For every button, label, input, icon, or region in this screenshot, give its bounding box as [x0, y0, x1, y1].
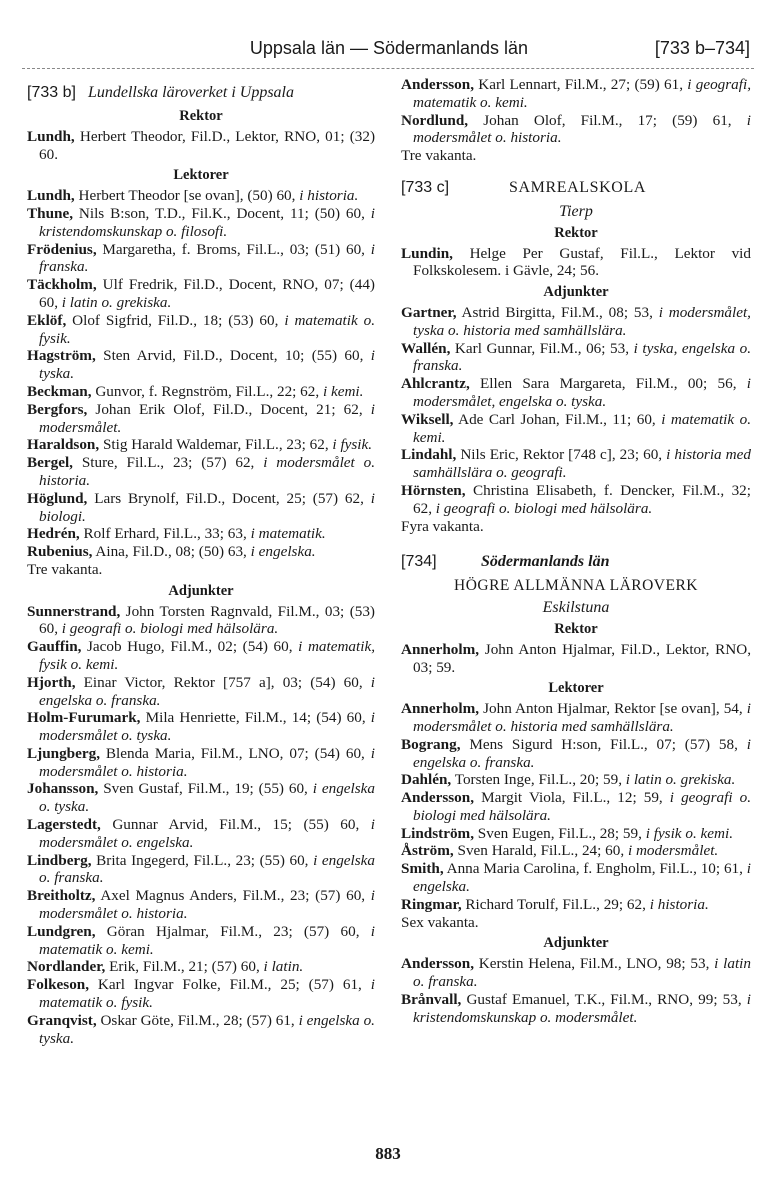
- staff-entry: [401, 825, 751, 843]
- staff-details: Margaretha, f. Broms, Fil.L., 03; (51) 60,: [96, 240, 371, 258]
- staff-details: Richard Torulf, Fil.L., 29; 62,: [461, 895, 650, 913]
- staff-surname: Täckholm,: [27, 276, 97, 294]
- staff-details: Sten Arvid, Fil.D., Docent, 10; (55) 60,: [95, 347, 371, 365]
- staff-surname: Bergfors,: [27, 400, 88, 418]
- staff-entry: [27, 745, 375, 781]
- list-adjunkter: [401, 304, 751, 518]
- staff-details: Oskar Göte, Fil.M., 28; (57) 61,: [96, 1011, 299, 1029]
- staff-entry: [27, 312, 375, 348]
- staff-details: Lars Brynolf, Fil.D., Docent, 25; (57) 62,: [87, 489, 371, 507]
- heading-rektor: Rektor: [554, 224, 598, 241]
- staff-subjects: i latin o. grekiska.: [61, 293, 172, 311]
- section-range: [733 b–734]: [654, 38, 750, 58]
- staff-subjects: i modersmålet o. tyska.: [39, 709, 375, 745]
- staff-entry: [27, 383, 375, 401]
- staff-subjects: i matematik o. fysik.: [39, 311, 376, 347]
- staff-entry: [401, 340, 751, 376]
- staff-entry: [401, 446, 751, 482]
- staff-entry: [27, 347, 375, 383]
- staff-subjects: i latin o. grekiska.: [625, 771, 736, 789]
- staff-surname: Lundgren,: [27, 922, 96, 940]
- staff-subjects: i tyska, engelska o. franska.: [413, 339, 751, 375]
- staff-entry: [27, 241, 375, 277]
- staff-details: Karl Gunnar, Fil.M., 06; 53,: [450, 339, 634, 357]
- staff-details: Sven Eugen, Fil.L., 28; 59,: [474, 824, 646, 842]
- staff-entry: [401, 482, 751, 518]
- right-column: [401, 76, 751, 1026]
- staff-subjects: i modersmålet o. historia.: [39, 454, 375, 489]
- staff-details: Aina, Fil.D., 08; (50) 63,: [92, 543, 251, 561]
- staff-subjects: i historia med samhällslära o. geografi.: [413, 446, 751, 482]
- staff-entry: [27, 603, 375, 639]
- staff-surname: Lundh,: [27, 127, 75, 145]
- staff-details: Erik, Fil.M., 21; (57) 60,: [105, 958, 264, 976]
- staff-surname: Andersson,: [401, 789, 475, 807]
- staff-subjects: i engelska.: [413, 860, 751, 896]
- staff-surname: Annerholm,: [401, 700, 480, 718]
- staff-details: Torsten Inge, Fil.L., 20; 59,: [451, 771, 626, 789]
- staff-entry: [401, 789, 751, 825]
- staff-surname: Eklöf,: [27, 311, 67, 329]
- staff-surname: Bograng,: [401, 735, 461, 753]
- staff-subjects: i kemi.: [322, 382, 364, 400]
- list-rektor: [27, 128, 375, 164]
- staff-entry: [401, 991, 751, 1027]
- staff-subjects: i fysik.: [332, 436, 373, 454]
- staff-subjects: i modersmålet o. historia.: [39, 887, 375, 923]
- section-code: [734]: [401, 553, 437, 571]
- staff-details: Gustaf Emanuel, T.K., Fil.M., RNO, 99; 53,: [461, 990, 747, 1008]
- staff-subjects: i geografi o. biologi med hälsolära.: [413, 789, 752, 824]
- heading-rektor: Rektor: [179, 108, 223, 124]
- staff-entry: [401, 375, 751, 411]
- section-title: Lundellska läroverket i Uppsala: [87, 84, 294, 101]
- staff-surname: Lundh,: [27, 187, 75, 205]
- staff-subjects: i kristendomskunskap o. filosofi.: [39, 204, 375, 240]
- staff-details: Ulf Fredrik, Fil.D., Docent, RNO, 07; (44) 60,: [39, 276, 375, 311]
- list-continued: [401, 76, 751, 147]
- staff-entry: [401, 860, 751, 896]
- staff-subjects: i engelska.: [250, 543, 316, 561]
- heading-adjunkter: Adjunkter: [543, 935, 609, 952]
- staff-details: Blenda Maria, Fil.M., LNO, 07; (54) 60,: [100, 744, 371, 762]
- staff-surname: Folkeson,: [27, 976, 90, 994]
- staff-surname: Rubenius,: [27, 543, 93, 561]
- staff-subjects: i matematik o. kemi.: [413, 410, 751, 446]
- staff-subjects: i modersmålet.: [39, 400, 375, 436]
- staff-surname: Haraldson,: [27, 436, 100, 454]
- staff-subjects: i engelska o. franska.: [39, 673, 375, 709]
- staff-surname: Sunnerstrand,: [27, 602, 121, 620]
- staff-entry: [27, 543, 375, 561]
- staff-surname: Nordlund,: [401, 111, 469, 129]
- staff-surname: Dahlén,: [401, 771, 452, 789]
- staff-entry: [401, 842, 751, 860]
- staff-details: Gunnar Arvid, Fil.M., 15; (55) 60,: [100, 816, 371, 834]
- staff-surname: Beckman,: [27, 382, 92, 400]
- staff-subjects: i engelska o. franska.: [413, 735, 751, 771]
- staff-surname: Johansson,: [27, 780, 99, 798]
- staff-details: Sven Harald, Fil.L., 24; 60,: [453, 842, 628, 860]
- vakanta-note: Sex vakanta.: [401, 913, 479, 931]
- staff-details: Rolf Erhard, Fil.L., 33; 63,: [79, 525, 251, 543]
- staff-entry: [401, 411, 751, 447]
- staff-subjects: i matematik o. kemi.: [39, 922, 375, 958]
- list-adjunkter: [27, 603, 375, 1048]
- staff-entry: [27, 674, 375, 710]
- staff-details: Anna Maria Carolina, f. Engholm, Fil.L., 10; 61,: [443, 860, 747, 878]
- vakanta-note: Fyra vakanta.: [401, 517, 484, 535]
- staff-details: Ade Carl Johan, Fil.M., 11; 60,: [453, 410, 662, 428]
- staff-entry: [27, 205, 375, 241]
- staff-surname: Breitholtz,: [27, 887, 96, 905]
- staff-subjects: i engelska o. franska.: [39, 851, 376, 887]
- staff-details: Christina Elisabeth, f. Dencker, Fil.M., 32; 62,: [413, 481, 751, 517]
- staff-details: Olof Sigfrid, Fil.D., 18; (53) 60,: [66, 311, 285, 329]
- staff-details: Mila Henriette, Fil.M., 14; (54) 60,: [140, 709, 371, 727]
- staff-surname: Wiksell,: [401, 410, 454, 428]
- staff-subjects: i modersmålet, tyska o. historia med samhällslära.: [413, 303, 751, 339]
- left-column: [27, 76, 375, 1047]
- vakanta-note: Tre vakanta.: [27, 560, 103, 578]
- vakanta-note: Tre vakanta.: [401, 147, 477, 165]
- staff-details: Karl Lennart, Fil.M., 27; (59) 61,: [474, 76, 688, 93]
- page-header: [28, 38, 750, 64]
- staff-details: John Anton Hjalmar, Rektor [se ovan], 54,: [479, 700, 747, 718]
- staff-entry: [27, 852, 375, 888]
- staff-entry: [27, 1012, 375, 1048]
- staff-surname: Hagström,: [27, 347, 96, 365]
- section-title: SAMREALSKOLA: [509, 178, 646, 196]
- staff-subjects: i latin.: [263, 958, 304, 976]
- staff-details: Herbert Theodor [se ovan], (50) 60,: [74, 187, 300, 205]
- list-lektorer: [27, 187, 375, 561]
- staff-surname: Ahlcrantz,: [401, 375, 470, 393]
- staff-subjects: i engelska o. tyska.: [39, 780, 375, 816]
- staff-details: Astrid Birgitta, Fil.M., 08; 53,: [456, 303, 659, 321]
- staff-details: Ellen Sara Margareta, Fil.M., 00; 56,: [469, 375, 747, 393]
- page-number: 883: [375, 1144, 401, 1163]
- staff-subjects: i geografi o. biologi med hälsolära.: [435, 499, 653, 517]
- heading-adjunkter: Adjunkter: [543, 284, 609, 301]
- staff-entry: [27, 638, 375, 674]
- staff-subjects: i modersmålet.: [627, 842, 719, 860]
- section-heading-733b: [27, 84, 375, 104]
- staff-entry: [401, 304, 751, 340]
- staff-subjects: i matematik, fysik o. kemi.: [39, 638, 376, 673]
- staff-surname: Frödenius,: [27, 240, 97, 258]
- staff-entry: [27, 923, 375, 959]
- staff-details: Johan Olof, Fil.M., 17; (59) 61,: [468, 111, 747, 129]
- staff-surname: Thune,: [27, 204, 74, 222]
- staff-details: Jacob Hugo, Fil.M., 02; (54) 60,: [81, 638, 299, 656]
- staff-surname: Annerholm,: [401, 640, 480, 658]
- staff-entry: [27, 958, 375, 976]
- staff-entry: [27, 276, 375, 312]
- staff-entry: [27, 976, 375, 1012]
- staff-details: Stig Harald Waldemar, Fil.L., 23; 62,: [99, 436, 333, 454]
- section-code: [733 b]: [27, 84, 76, 101]
- staff-subjects: i geografi o. biologi med hälsolära.: [61, 620, 279, 638]
- staff-subjects: i modersmålet o. historia med samhällslära.: [413, 700, 751, 735]
- school-type: HÖGRE ALLMÄNNA LÄROVERK: [454, 577, 698, 595]
- staff-entry: [401, 896, 751, 914]
- staff-details: Nils B:son, T.D., Fil.K., Docent, 11; (50) 60,: [73, 204, 371, 222]
- staff-surname: Bergel,: [27, 454, 73, 472]
- section-code: [733 c]: [401, 178, 450, 196]
- staff-details: Göran Hjalmar, Fil.M., 23; (57) 60,: [95, 922, 371, 940]
- staff-subjects: i historia.: [649, 895, 709, 913]
- staff-details: Nils Eric, Rektor [748 c], 23; 60,: [456, 446, 667, 464]
- staff-surname: Brånvall,: [401, 990, 462, 1008]
- heading-lektorer: Lektorer: [548, 680, 604, 697]
- staff-details: Mens Sigurd H:son, Fil.L., 07; (57) 58,: [460, 735, 747, 753]
- staff-details: Sture, Fil.L., 23; (57) 62,: [72, 454, 264, 472]
- staff-subjects: i franska.: [39, 240, 375, 276]
- staff-surname: Hörnsten,: [401, 481, 466, 499]
- staff-subjects: i historia.: [299, 187, 359, 205]
- list-adjunkter: [401, 955, 751, 1026]
- staff-details: Einar Victor, Rektor [757 a], 03; (54) 60,: [75, 673, 371, 691]
- staff-surname: Gartner,: [401, 303, 457, 321]
- staff-subjects: i biologi.: [39, 489, 375, 525]
- staff-entry: [401, 245, 751, 281]
- staff-details: Brita Ingegerd, Fil.L., 23; (55) 60,: [91, 851, 314, 869]
- header-rule: [22, 68, 754, 69]
- heading-rektor: Rektor: [554, 620, 598, 637]
- running-title: Uppsala län — Södermanlands län: [249, 38, 529, 58]
- staff-subjects: i modersmålet o. engelska.: [39, 816, 375, 851]
- staff-entry: [27, 780, 375, 816]
- staff-details: Helge Per Gustaf, Fil.L., Lektor vid Folkskolesem. i Gävle, 24; 56.: [413, 244, 751, 280]
- staff-subjects: i matematik.: [250, 525, 326, 543]
- staff-entry: [27, 436, 375, 454]
- staff-surname: Andersson,: [401, 76, 475, 93]
- staff-details: Axel Magnus Anders, Fil.M., 23; (57) 60,: [95, 887, 371, 905]
- staff-entry: [27, 887, 375, 923]
- list-rektor: [401, 245, 751, 281]
- staff-surname: Höglund,: [27, 489, 88, 507]
- staff-subjects: i modersmålet, engelska o. tyska.: [413, 375, 751, 410]
- staff-details: John Anton Hjalmar, Fil.D., Lektor, RNO, 03; 59.: [413, 640, 751, 676]
- list-lektorer: [401, 700, 751, 914]
- staff-subjects: i matematik o. fysik.: [39, 976, 375, 1012]
- staff-surname: Andersson,: [401, 955, 475, 973]
- staff-surname: Åström,: [401, 842, 454, 860]
- staff-entry: [401, 641, 751, 677]
- staff-entry: [401, 700, 751, 736]
- staff-subjects: i modersmålet o. historia.: [39, 744, 375, 780]
- place-name: Tierp: [559, 202, 593, 220]
- staff-surname: Holm-Furumark,: [27, 709, 141, 727]
- staff-entry: [401, 76, 751, 112]
- section-heading-734: [401, 553, 751, 573]
- staff-details: Karl Ingvar Folke, Fil.M., 25; (57) 61,: [89, 976, 371, 994]
- staff-details: Sven Gustaf, Fil.M., 19; (55) 60,: [98, 780, 313, 798]
- staff-entry: [401, 112, 751, 148]
- staff-entry: [27, 490, 375, 526]
- staff-details: Margit Viola, Fil.L., 12; 59,: [474, 789, 670, 807]
- staff-subjects: i fysik o. kemi.: [645, 824, 734, 842]
- staff-surname: Ringmar,: [401, 895, 462, 913]
- staff-entry: [27, 525, 375, 543]
- staff-subjects: i kristendomskunskap o. modersmålet.: [413, 990, 751, 1026]
- staff-surname: Lindahl,: [401, 446, 457, 464]
- staff-details: Herbert Theodor, Fil.D., Lektor, RNO, 01; (32) 60.: [39, 127, 375, 163]
- staff-subjects: i latin o. franska.: [413, 955, 751, 991]
- staff-entry: [401, 955, 751, 991]
- section-title: Södermanlands län: [481, 553, 610, 571]
- list-rektor: [401, 641, 751, 677]
- staff-surname: Hedrén,: [27, 525, 80, 543]
- heading-adjunkter: Adjunkter: [168, 582, 234, 599]
- staff-surname: Ljungberg,: [27, 744, 100, 762]
- staff-details: Gunvor, f. Regnström, Fil.L., 22; 62,: [91, 382, 323, 400]
- staff-surname: Nordlander,: [27, 958, 106, 976]
- place-name: Eskilstuna: [542, 599, 610, 617]
- staff-surname: Lindström,: [401, 824, 474, 842]
- staff-entry: [27, 128, 375, 164]
- section-heading-733c: [401, 179, 751, 199]
- staff-entry: [27, 401, 375, 437]
- staff-surname: Hjorth,: [27, 673, 76, 691]
- staff-details: Kerstin Helena, Fil.M., LNO, 98; 53,: [474, 955, 715, 973]
- staff-entry: [27, 187, 375, 205]
- staff-subjects: i tyska.: [39, 347, 375, 383]
- staff-surname: Lundin,: [401, 244, 453, 262]
- staff-surname: Smith,: [401, 860, 444, 878]
- staff-surname: Wallén,: [401, 339, 451, 357]
- staff-entry: [27, 709, 375, 745]
- staff-surname: Gauffin,: [27, 638, 82, 656]
- staff-details: Johan Erik Olof, Fil.D., Docent, 21; 62,: [87, 400, 371, 418]
- staff-entry: [27, 816, 375, 852]
- staff-details: John Torsten Ragnvald, Fil.M., 03; (53) 60,: [39, 602, 375, 638]
- staff-entry: [401, 736, 751, 772]
- staff-subjects: i engelska o. tyska.: [39, 1011, 375, 1047]
- staff-surname: Lagerstedt,: [27, 816, 101, 834]
- staff-entry: [27, 454, 375, 490]
- staff-surname: Granqvist,: [27, 1011, 97, 1029]
- heading-lektorer: Lektorer: [173, 167, 229, 184]
- staff-entry: [401, 771, 751, 789]
- staff-subjects: i geografi, matematik o. kemi.: [413, 76, 751, 111]
- staff-subjects: i modersmålet o. historia.: [413, 111, 751, 147]
- staff-surname: Lindberg,: [27, 851, 92, 869]
